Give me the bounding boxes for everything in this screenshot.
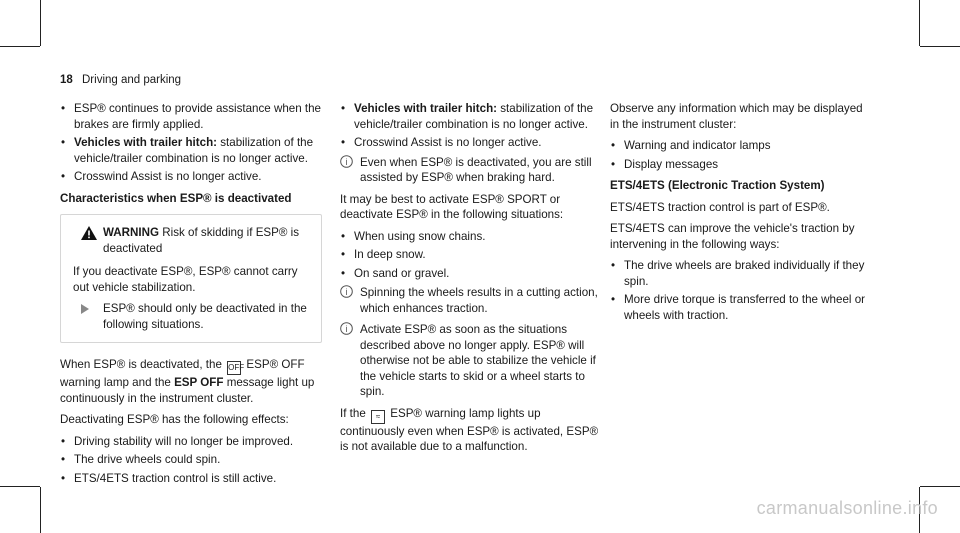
paragraph: ETS/4ETS traction control is part of ESP®. (610, 200, 830, 214)
esp-off-lamp-icon: OFF (227, 361, 241, 375)
svg-text:i: i (345, 156, 348, 167)
action-text: ESP® should only be deactivated in the following situations. (103, 302, 307, 331)
list-item: • On sand or gravel. (340, 266, 602, 282)
list-item: • Driving stability will no longer be improved. (60, 434, 322, 450)
page-header (60, 74, 181, 86)
bold-label: Vehicles with trailer hitch: (74, 136, 218, 149)
note (340, 285, 602, 316)
paragraph (60, 357, 322, 406)
watermark: carmanualsonline.info (756, 498, 938, 518)
warning-text: Risk of skidding if ESP® is deactivated (103, 226, 300, 255)
note-text: Activate ESP® as soon as the situations described above no longer apply. ESP® will otherwise not be able to stabilize the vehicle if the vehicle starts to skid or a wheel starts to spin. (360, 323, 596, 398)
warning-body: If you deactivate ESP®, ESP® cannot carry out vehicle stabilization. (73, 265, 298, 294)
text: If the (340, 406, 366, 420)
svg-text:i: i (345, 287, 348, 297)
section-heading: ETS/4ETS (Electronic Traction System) (610, 179, 825, 192)
text: message light up continuously in the instrument cluster. (60, 376, 315, 405)
note (340, 322, 602, 400)
list-item: • Crosswind Assist is no longer active. (340, 135, 602, 151)
warning-box (60, 214, 322, 343)
list-item: • Warning and indicator lamps (610, 138, 872, 154)
section-heading: Characteristics when ESP® is deactivated (60, 191, 292, 205)
list-item (60, 135, 322, 166)
warning-action (73, 301, 311, 332)
paragraph (340, 406, 602, 455)
crop-mark (0, 486, 40, 487)
column-2 (340, 101, 602, 461)
column-3 (610, 101, 872, 326)
text: When ESP® is deactivated, the (60, 358, 222, 371)
paragraph: Deactivating ESP® has the following effects: (60, 413, 289, 426)
list-item: • More drive torque is transferred to the wheel or wheels with traction. (610, 292, 872, 323)
info-note-icon (340, 322, 353, 335)
crop-mark (920, 486, 960, 487)
list-item: • Display messages (610, 157, 872, 173)
note-text: Spinning the wheels results in a cutting action, which enhances traction. (360, 286, 598, 315)
list-item: • The drive wheels are braked individually if they spin. (610, 258, 872, 289)
crop-mark (920, 46, 960, 47)
info-note-icon (340, 285, 353, 298)
list-text: stabilization of the vehicle/trailer combination is no longer active. (354, 102, 594, 131)
bold-label: Vehicles with trailer hitch: (354, 102, 498, 115)
text: ESP® warning lamp lights up continuously even when ESP® is activated, ESP® is not available due to a malfunction. (340, 406, 599, 453)
bold-label: ESP OFF (174, 376, 224, 389)
note (340, 155, 602, 186)
paragraph: It may be best to activate ESP® SPORT or deactivate ESP® in the following situations: (340, 192, 564, 221)
svg-text:i: i (345, 324, 348, 334)
crop-mark (40, 487, 41, 533)
list-item: • ESP® continues to provide assistance when the brakes are firmly applied. (60, 101, 322, 132)
list-item: • ETS/4ETS traction control is still active. (60, 471, 322, 487)
warning-label: WARNING (103, 226, 160, 239)
page-number: 18 (60, 74, 73, 86)
arrow-icon (81, 304, 89, 314)
section-title: Driving and parking (82, 74, 182, 86)
crop-mark (919, 0, 920, 46)
list-item (340, 101, 602, 132)
paragraph: ETS/4ETS can improve the vehicle's traction by intervening in the following ways: (610, 222, 855, 251)
crop-mark (0, 46, 40, 47)
esp-lamp-icon: ≈ (371, 410, 385, 424)
list-item: • In deep snow. (340, 247, 602, 263)
column-1 (60, 101, 322, 489)
list-item: • Crosswind Assist is no longer active. (60, 169, 322, 185)
note-text: Even when ESP® is deactivated, you are still assisted by ESP® when braking hard. (360, 155, 592, 184)
text: ESP® OFF warning lamp and the (60, 358, 305, 389)
paragraph: Observe any information which may be displayed in the instrument cluster: (610, 102, 863, 131)
crop-mark (40, 0, 41, 46)
list-item: • When using snow chains. (340, 229, 602, 245)
warning-triangle-icon (81, 226, 97, 240)
list-item: • The drive wheels could spin. (60, 452, 322, 468)
info-note-icon (340, 155, 353, 168)
list-text: stabilization of the vehicle/trailer combination is no longer active. (74, 136, 314, 165)
warning-header (73, 225, 311, 256)
